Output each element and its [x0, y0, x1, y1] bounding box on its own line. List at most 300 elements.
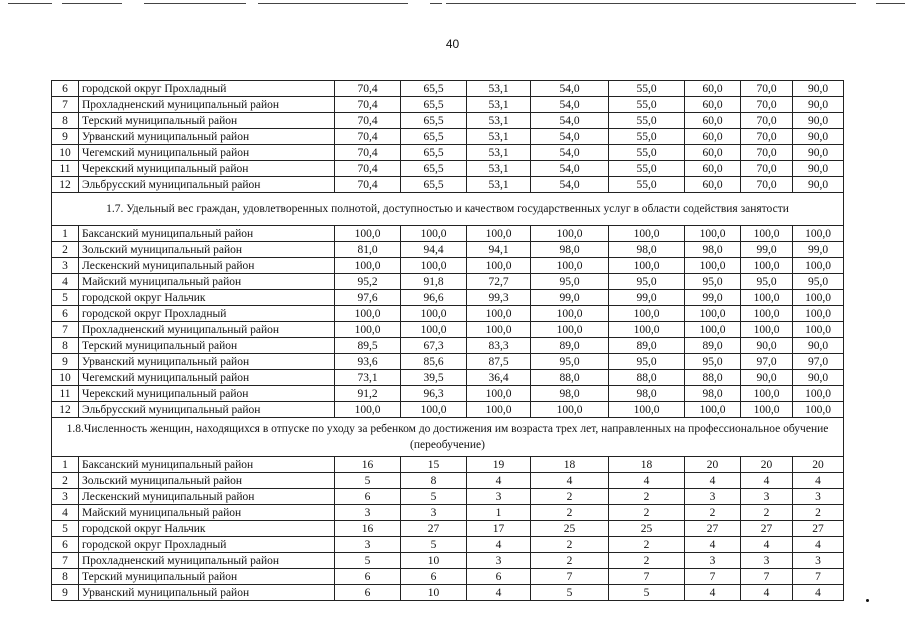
value-cell: 3	[741, 553, 793, 569]
value-cell: 7	[685, 569, 741, 585]
value-cell: 98,0	[685, 242, 741, 258]
row-number: 1	[52, 226, 79, 242]
value-cell: 4	[467, 585, 531, 601]
value-cell: 53,1	[467, 129, 531, 145]
district-name: городской округ Нальчик	[79, 521, 335, 537]
value-cell: 96,3	[401, 386, 467, 402]
value-cell: 100,0	[401, 226, 467, 242]
row-number: 6	[52, 81, 79, 97]
district-name: Урванский муниципальный район	[79, 129, 335, 145]
value-cell: 100,0	[335, 322, 401, 338]
district-name: Урванский муниципальный район	[79, 585, 335, 601]
table-row	[52, 457, 844, 473]
value-cell: 70,4	[335, 81, 401, 97]
value-cell: 18	[531, 457, 609, 473]
value-cell: 100,0	[685, 226, 741, 242]
value-cell: 25	[609, 521, 685, 537]
value-cell: 55,0	[609, 113, 685, 129]
value-cell: 100,0	[335, 258, 401, 274]
value-cell: 3	[335, 537, 401, 553]
value-cell: 100,0	[609, 258, 685, 274]
value-cell: 99,0	[793, 242, 844, 258]
value-cell: 6	[401, 569, 467, 585]
district-name: Черекский муниципальный район	[79, 161, 335, 177]
value-cell: 100,0	[609, 322, 685, 338]
district-name: Прохладненский муниципальный район	[79, 322, 335, 338]
value-cell: 89,0	[531, 338, 609, 354]
value-cell: 100,0	[609, 306, 685, 322]
value-cell: 3	[685, 489, 741, 505]
value-cell: 88,0	[531, 370, 609, 386]
value-cell: 55,0	[609, 129, 685, 145]
row-number: 5	[52, 521, 79, 537]
row-number: 8	[52, 569, 79, 585]
district-name: Зольский муниципальный район	[79, 242, 335, 258]
row-number: 7	[52, 553, 79, 569]
value-cell: 100,0	[685, 402, 741, 418]
table-row	[52, 81, 844, 97]
value-cell: 67,3	[401, 338, 467, 354]
value-cell: 100,0	[467, 306, 531, 322]
value-cell: 2	[793, 505, 844, 521]
value-cell: 25	[531, 521, 609, 537]
table-row	[52, 274, 844, 290]
row-number: 7	[52, 322, 79, 338]
table-row	[52, 161, 844, 177]
value-cell: 70,4	[335, 97, 401, 113]
top-rule	[144, 3, 246, 4]
value-cell: 95,0	[531, 274, 609, 290]
table-row	[52, 338, 844, 354]
value-cell: 8	[401, 473, 467, 489]
value-cell: 4	[793, 537, 844, 553]
value-cell: 100,0	[793, 386, 844, 402]
stray-mark	[866, 599, 869, 602]
table-row	[52, 145, 844, 161]
value-cell: 17	[467, 521, 531, 537]
value-cell: 65,5	[401, 81, 467, 97]
district-name: Чегемский муниципальный район	[79, 370, 335, 386]
row-number: 6	[52, 537, 79, 553]
value-cell: 100,0	[467, 226, 531, 242]
value-cell: 55,0	[609, 177, 685, 193]
value-cell: 2	[531, 505, 609, 521]
value-cell: 100,0	[741, 258, 793, 274]
value-cell: 5	[401, 489, 467, 505]
table-row	[52, 473, 844, 489]
value-cell: 70,0	[741, 145, 793, 161]
table-row	[52, 585, 844, 601]
value-cell: 70,4	[335, 161, 401, 177]
value-cell: 60,0	[685, 177, 741, 193]
value-cell: 3	[467, 489, 531, 505]
value-cell: 39,5	[401, 370, 467, 386]
district-name: городской округ Прохладный	[79, 537, 335, 553]
value-cell: 98,0	[531, 386, 609, 402]
district-name: городской округ Прохладный	[79, 81, 335, 97]
table-row	[52, 97, 844, 113]
value-cell: 90,0	[793, 81, 844, 97]
value-cell: 4	[741, 537, 793, 553]
table-row	[52, 386, 844, 402]
value-cell: 95,0	[793, 274, 844, 290]
value-cell: 19	[467, 457, 531, 473]
value-cell: 53,1	[467, 113, 531, 129]
value-cell: 60,0	[685, 97, 741, 113]
value-cell: 97,0	[741, 354, 793, 370]
value-cell: 97,6	[335, 290, 401, 306]
value-cell: 53,1	[467, 145, 531, 161]
section-title-row	[52, 418, 844, 457]
value-cell: 20	[685, 457, 741, 473]
value-cell: 54,0	[531, 145, 609, 161]
value-cell: 27	[685, 521, 741, 537]
value-cell: 90,0	[793, 145, 844, 161]
value-cell: 95,0	[685, 354, 741, 370]
value-cell: 2	[741, 505, 793, 521]
district-name: Майский муниципальный район	[79, 274, 335, 290]
value-cell: 3	[793, 553, 844, 569]
value-cell: 94,4	[401, 242, 467, 258]
value-cell: 100,0	[793, 322, 844, 338]
value-cell: 4	[741, 585, 793, 601]
value-cell: 100,0	[741, 306, 793, 322]
value-cell: 7	[793, 569, 844, 585]
value-cell: 53,1	[467, 97, 531, 113]
top-rule	[258, 3, 408, 4]
value-cell: 95,0	[609, 274, 685, 290]
value-cell: 55,0	[609, 97, 685, 113]
table-row	[52, 370, 844, 386]
value-cell: 100,0	[793, 258, 844, 274]
value-cell: 70,0	[741, 113, 793, 129]
value-cell: 96,6	[401, 290, 467, 306]
value-cell: 16	[335, 457, 401, 473]
value-cell: 70,4	[335, 145, 401, 161]
value-cell: 1	[467, 505, 531, 521]
row-number: 12	[52, 402, 79, 418]
row-number: 6	[52, 306, 79, 322]
value-cell: 100,0	[467, 402, 531, 418]
value-cell: 60,0	[685, 161, 741, 177]
value-cell: 2	[609, 553, 685, 569]
value-cell: 7	[531, 569, 609, 585]
value-cell: 100,0	[467, 386, 531, 402]
value-cell: 54,0	[531, 113, 609, 129]
table-row	[52, 505, 844, 521]
value-cell: 89,0	[685, 338, 741, 354]
value-cell: 91,2	[335, 386, 401, 402]
district-name: Черекский муниципальный район	[79, 386, 335, 402]
district-name: Эльбрусский муниципальный район	[79, 177, 335, 193]
district-name: Прохладненский муниципальный район	[79, 553, 335, 569]
value-cell: 4	[467, 473, 531, 489]
row-number: 3	[52, 258, 79, 274]
value-cell: 2	[531, 489, 609, 505]
table-row	[52, 569, 844, 585]
value-cell: 3	[793, 489, 844, 505]
value-cell: 5	[335, 553, 401, 569]
value-cell: 18	[609, 457, 685, 473]
value-cell: 6	[335, 569, 401, 585]
value-cell: 73,1	[335, 370, 401, 386]
value-cell: 100,0	[793, 306, 844, 322]
value-cell: 100,0	[335, 226, 401, 242]
table-row	[52, 306, 844, 322]
value-cell: 55,0	[609, 81, 685, 97]
value-cell: 97,0	[793, 354, 844, 370]
value-cell: 100,0	[467, 322, 531, 338]
value-cell: 60,0	[685, 81, 741, 97]
value-cell: 88,0	[685, 370, 741, 386]
value-cell: 3	[685, 553, 741, 569]
value-cell: 100,0	[793, 290, 844, 306]
value-cell: 90,0	[793, 338, 844, 354]
value-cell: 27	[741, 521, 793, 537]
value-cell: 2	[609, 505, 685, 521]
value-cell: 4	[741, 473, 793, 489]
value-cell: 100,0	[531, 306, 609, 322]
district-name: Лескенский муниципальный район	[79, 489, 335, 505]
value-cell: 5	[401, 537, 467, 553]
row-number: 3	[52, 489, 79, 505]
value-cell: 10	[401, 553, 467, 569]
value-cell: 3	[335, 505, 401, 521]
value-cell: 70,4	[335, 177, 401, 193]
value-cell: 53,1	[467, 81, 531, 97]
value-cell: 2	[685, 505, 741, 521]
value-cell: 60,0	[685, 129, 741, 145]
value-cell: 100,0	[685, 322, 741, 338]
table-row	[52, 553, 844, 569]
row-number: 7	[52, 97, 79, 113]
value-cell: 88,0	[609, 370, 685, 386]
value-cell: 2	[531, 537, 609, 553]
value-cell: 70,0	[741, 161, 793, 177]
value-cell: 90,0	[741, 370, 793, 386]
value-cell: 100,0	[531, 322, 609, 338]
value-cell: 4	[685, 537, 741, 553]
value-cell: 60,0	[685, 145, 741, 161]
value-cell: 98,0	[685, 386, 741, 402]
top-rule	[430, 3, 442, 4]
value-cell: 4	[793, 473, 844, 489]
value-cell: 70,0	[741, 97, 793, 113]
value-cell: 4	[609, 473, 685, 489]
district-name: Прохладненский муниципальный район	[79, 97, 335, 113]
value-cell: 65,5	[401, 161, 467, 177]
value-cell: 85,6	[401, 354, 467, 370]
row-number: 2	[52, 242, 79, 258]
value-cell: 72,7	[467, 274, 531, 290]
value-cell: 65,5	[401, 113, 467, 129]
value-cell: 98,0	[609, 386, 685, 402]
table-row	[52, 354, 844, 370]
value-cell: 100,0	[531, 226, 609, 242]
value-cell: 2	[531, 553, 609, 569]
value-cell: 6	[467, 569, 531, 585]
row-number: 12	[52, 177, 79, 193]
value-cell: 70,0	[741, 129, 793, 145]
value-cell: 90,0	[793, 177, 844, 193]
value-cell: 6	[335, 585, 401, 601]
table-row	[52, 113, 844, 129]
value-cell: 87,5	[467, 354, 531, 370]
value-cell: 4	[685, 473, 741, 489]
value-cell: 95,2	[335, 274, 401, 290]
value-cell: 95,0	[685, 274, 741, 290]
row-number: 9	[52, 585, 79, 601]
value-cell: 2	[609, 489, 685, 505]
value-cell: 7	[609, 569, 685, 585]
row-number: 4	[52, 274, 79, 290]
table-row	[52, 226, 844, 242]
value-cell: 95,0	[609, 354, 685, 370]
value-cell: 3	[741, 489, 793, 505]
value-cell: 94,1	[467, 242, 531, 258]
value-cell: 4	[531, 473, 609, 489]
row-number: 10	[52, 145, 79, 161]
value-cell: 91,8	[401, 274, 467, 290]
value-cell: 20	[741, 457, 793, 473]
value-cell: 98,0	[609, 242, 685, 258]
value-cell: 2	[609, 537, 685, 553]
value-cell: 100,0	[685, 258, 741, 274]
value-cell: 20	[793, 457, 844, 473]
value-cell: 7	[741, 569, 793, 585]
table-row	[52, 521, 844, 537]
value-cell: 99,0	[609, 290, 685, 306]
value-cell: 54,0	[531, 177, 609, 193]
top-rule	[8, 3, 52, 4]
value-cell: 100,0	[335, 306, 401, 322]
value-cell: 65,5	[401, 97, 467, 113]
value-cell: 89,0	[609, 338, 685, 354]
table-row	[52, 322, 844, 338]
top-rule	[446, 3, 856, 4]
table-row	[52, 129, 844, 145]
district-name: городской округ Прохладный	[79, 306, 335, 322]
table-row	[52, 489, 844, 505]
row-number: 5	[52, 290, 79, 306]
value-cell: 99,0	[531, 290, 609, 306]
district-name: Чегемский муниципальный район	[79, 145, 335, 161]
value-cell: 65,5	[401, 129, 467, 145]
value-cell: 100,0	[741, 402, 793, 418]
table-row	[52, 537, 844, 553]
value-cell: 100,0	[335, 402, 401, 418]
district-name: Терский муниципальный район	[79, 569, 335, 585]
value-cell: 6	[335, 489, 401, 505]
value-cell: 16	[335, 521, 401, 537]
value-cell: 90,0	[793, 370, 844, 386]
value-cell: 81,0	[335, 242, 401, 258]
row-number: 10	[52, 370, 79, 386]
value-cell: 53,1	[467, 177, 531, 193]
value-cell: 100,0	[401, 306, 467, 322]
row-number: 8	[52, 338, 79, 354]
value-cell: 70,0	[741, 81, 793, 97]
value-cell: 27	[401, 521, 467, 537]
value-cell: 55,0	[609, 161, 685, 177]
row-number: 11	[52, 386, 79, 402]
value-cell: 3	[401, 505, 467, 521]
value-cell: 70,0	[741, 177, 793, 193]
row-number: 4	[52, 505, 79, 521]
value-cell: 100,0	[401, 402, 467, 418]
value-cell: 95,0	[741, 274, 793, 290]
value-cell: 99,0	[741, 242, 793, 258]
row-number: 8	[52, 113, 79, 129]
value-cell: 15	[401, 457, 467, 473]
table-row	[52, 290, 844, 306]
district-name: Урванский муниципальный район	[79, 354, 335, 370]
district-name: Майский муниципальный район	[79, 505, 335, 521]
value-cell: 54,0	[531, 81, 609, 97]
value-cell: 90,0	[741, 338, 793, 354]
value-cell: 5	[531, 585, 609, 601]
district-name: Терский муниципальный район	[79, 338, 335, 354]
top-rule	[876, 3, 905, 4]
value-cell: 99,3	[467, 290, 531, 306]
table-row	[52, 258, 844, 274]
value-cell: 65,5	[401, 177, 467, 193]
page-number: 40	[445, 37, 460, 51]
table-row	[52, 177, 844, 193]
value-cell: 98,0	[531, 242, 609, 258]
value-cell: 99,0	[685, 290, 741, 306]
value-cell: 100,0	[741, 226, 793, 242]
value-cell: 54,0	[531, 161, 609, 177]
value-cell: 54,0	[531, 97, 609, 113]
value-cell: 100,0	[741, 322, 793, 338]
table-row	[52, 402, 844, 418]
top-rule	[62, 3, 122, 4]
row-number: 2	[52, 473, 79, 489]
value-cell: 4	[467, 537, 531, 553]
value-cell: 100,0	[793, 226, 844, 242]
district-name: Эльбрусский муниципальный район	[79, 402, 335, 418]
value-cell: 100,0	[401, 322, 467, 338]
value-cell: 60,0	[685, 113, 741, 129]
value-cell: 55,0	[609, 145, 685, 161]
section-title: 1.8.Численность женщин, находящихся в отпуске по уходу за ребенком до достижения им возраста трех лет, направленных на профессиональное обучение (переобучение)	[52, 418, 844, 457]
district-name: Терский муниципальный район	[79, 113, 335, 129]
district-name: Баксанский муниципальный район	[79, 226, 335, 242]
district-name: Зольский муниципальный район	[79, 473, 335, 489]
district-name: Баксанский муниципальный район	[79, 457, 335, 473]
value-cell: 70,4	[335, 129, 401, 145]
value-cell: 100,0	[401, 258, 467, 274]
value-cell: 65,5	[401, 145, 467, 161]
value-cell: 100,0	[531, 402, 609, 418]
value-cell: 90,0	[793, 113, 844, 129]
value-cell: 5	[609, 585, 685, 601]
row-number: 11	[52, 161, 79, 177]
value-cell: 100,0	[531, 258, 609, 274]
value-cell: 100,0	[609, 402, 685, 418]
table-row	[52, 242, 844, 258]
value-cell: 27	[793, 521, 844, 537]
value-cell: 100,0	[793, 402, 844, 418]
district-name: Лескенский муниципальный район	[79, 258, 335, 274]
table-body	[52, 81, 844, 601]
value-cell: 90,0	[793, 161, 844, 177]
value-cell: 100,0	[685, 306, 741, 322]
value-cell: 3	[467, 553, 531, 569]
row-number: 1	[52, 457, 79, 473]
value-cell: 100,0	[741, 290, 793, 306]
